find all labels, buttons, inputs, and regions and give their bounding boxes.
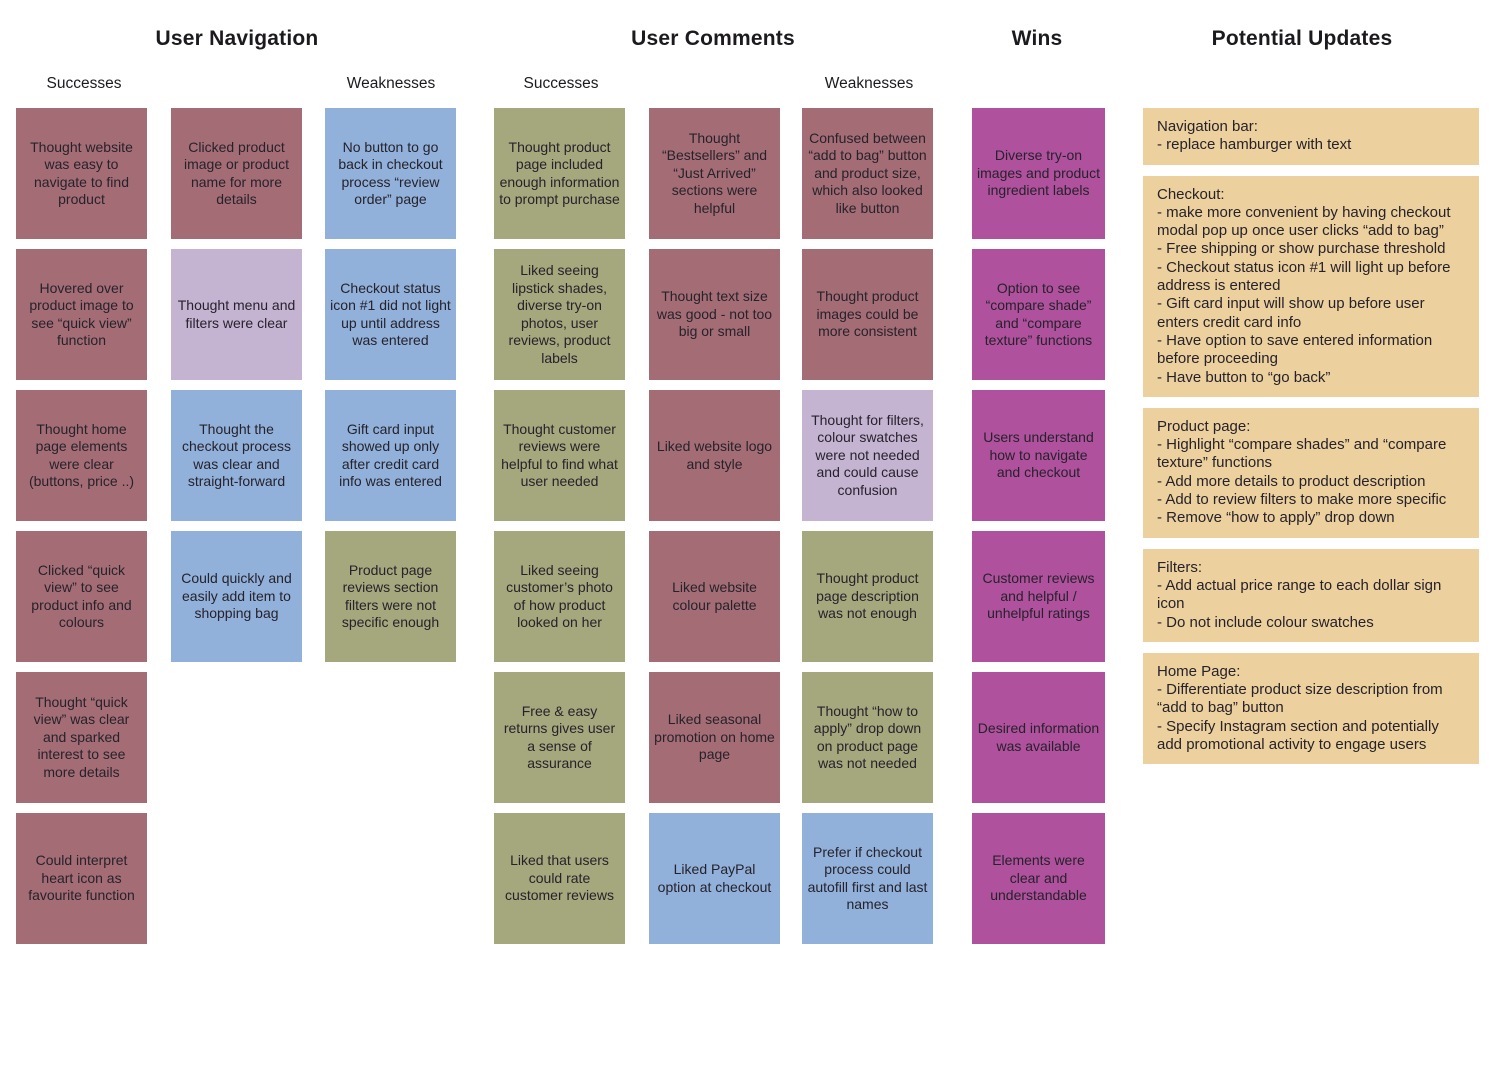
update-card-item: - Add more details to product description [1157, 472, 1426, 490]
sticky-note[interactable]: Gift card input showed up only after credit card info was entered [325, 390, 456, 521]
update-card-item: - Have option to save entered information before proceeding [1157, 331, 1433, 368]
group-title-potential-updates: Potential Updates [1211, 27, 1393, 50]
sticky-note[interactable]: Liked seeing customer’s photo of how product looked on her [494, 531, 625, 662]
sticky-note[interactable]: Thought product page included enough information to prompt purchase [494, 108, 625, 239]
sticky-note[interactable]: Hovered over product image to see “quick view” function [16, 249, 147, 380]
sticky-note[interactable]: Desired information was available [972, 672, 1105, 803]
nav-weaknesses-column [325, 108, 456, 662]
update-card-item: - Checkout status icon #1 will light up before address is entered [1157, 258, 1451, 295]
wins-column [972, 108, 1105, 944]
sticky-note[interactable]: Liked seeing lipstick shades, diverse try-on photos, user reviews, product labels [494, 249, 625, 380]
sticky-note[interactable]: Thought product page description was not enough [802, 531, 933, 662]
sticky-note[interactable]: Diverse try-on images and product ingredient labels [972, 108, 1105, 239]
update-card-item: - Add to review filters to make more specific [1157, 491, 1447, 509]
update-card-item: - Free shipping or show purchase threshold [1157, 240, 1446, 258]
sticky-note[interactable]: Elements were clear and understandable [972, 813, 1105, 944]
sticky-note[interactable]: Thought home page elements were clear (buttons, price ..) [16, 390, 147, 521]
comments-successes-column-b [649, 108, 780, 944]
update-card[interactable] [1143, 549, 1479, 642]
update-card-item: - Differentiate product size description from “add to bag” button [1157, 681, 1443, 717]
update-card-item: - Do not include colour swatches [1157, 613, 1374, 631]
group-title-user-navigation: User Navigation [155, 27, 319, 50]
section-label-comments-weaknesses: Weaknesses [824, 75, 914, 92]
sticky-note[interactable]: Product page reviews section filters were not specific enough [325, 531, 456, 662]
comments-weaknesses-column [802, 108, 933, 944]
group-title-wins: Wins [1011, 27, 1063, 50]
update-card-item: - Add actual price range to each dollar sign icon [1157, 576, 1442, 613]
update-card-item: - Specify Instagram section and potentially add promotional activity to engage users [1157, 717, 1439, 754]
update-card-item: - Gift card input will show up before user enters credit card info [1157, 295, 1425, 331]
update-card[interactable] [1143, 176, 1479, 397]
update-card-heading: Home Page: [1157, 662, 1241, 680]
sticky-note[interactable]: Liked PayPal option at checkout [649, 813, 780, 944]
sticky-note[interactable]: Liked seasonal promotion on home page [649, 672, 780, 803]
update-card-item: - Remove “how to apply” drop down [1157, 509, 1395, 527]
section-label-comments-successes: Successes [523, 75, 599, 92]
update-card-heading: Navigation bar: [1157, 118, 1258, 135]
sticky-note[interactable]: Thought “Bestsellers” and “Just Arrived” sections were helpful [649, 108, 780, 239]
sticky-note[interactable]: Thought product images could be more consistent [802, 249, 933, 380]
update-card-heading: Checkout: [1157, 185, 1225, 203]
sticky-note[interactable]: Could quickly and easily add item to shopping bag [171, 531, 302, 662]
sticky-note[interactable]: Thought website was easy to navigate to find product [16, 108, 147, 239]
sticky-note[interactable]: Could interpret heart icon as favourite function [16, 813, 147, 944]
comments-successes-column-a [494, 108, 625, 944]
sticky-note[interactable]: Thought text size was good - not too big or small [649, 249, 780, 380]
update-card-item: - Have button to “go back” [1157, 368, 1331, 386]
sticky-note[interactable]: No button to go back in checkout process “review order” page [325, 108, 456, 239]
update-card[interactable] [1143, 408, 1479, 538]
sticky-note[interactable]: Thought customer reviews were helpful to find what user needed [494, 390, 625, 521]
sticky-note[interactable]: Thought the checkout process was clear and straight-forward [171, 390, 302, 521]
sticky-note[interactable]: Thought menu and filters were clear [171, 249, 302, 380]
update-card-heading: Filters: [1157, 558, 1202, 576]
sticky-note[interactable]: Liked website colour palette [649, 531, 780, 662]
sticky-note[interactable]: Liked that users could rate customer reviews [494, 813, 625, 944]
update-card-item: - Highlight “compare shades” and “compare texture” functions [1157, 436, 1447, 472]
sticky-note[interactable]: Prefer if checkout process could autofill first and last names [802, 813, 933, 944]
sticky-note[interactable]: Liked website logo and style [649, 390, 780, 521]
update-card[interactable] [1143, 108, 1479, 165]
nav-successes-column-a [16, 108, 147, 944]
sticky-note[interactable]: Customer reviews and helpful / unhelpful ratings [972, 531, 1105, 662]
sticky-note[interactable]: Free & easy returns gives user a sense of assurance [494, 672, 625, 803]
potential-updates-column [1143, 108, 1479, 764]
sticky-note[interactable]: Thought for filters, colour swatches were not needed and could cause confusion [802, 390, 933, 521]
section-label-nav-weaknesses: Weaknesses [346, 75, 436, 92]
sticky-note[interactable]: Users understand how to navigate and checkout [972, 390, 1105, 521]
group-title-user-comments: User Comments [631, 27, 795, 50]
update-card-item: - make more convenient by having checkout modal pop up once user clicks “add to bag” [1157, 203, 1451, 240]
sticky-note[interactable]: Clicked product image or product name for more details [171, 108, 302, 239]
update-card-heading: Product page: [1157, 417, 1251, 435]
sticky-note[interactable]: Confused between “add to bag” button and product size, which also looked like button [802, 108, 933, 239]
sticky-note[interactable]: Checkout status icon #1 did not light up until address was entered [325, 249, 456, 380]
update-card-item: - replace hamburger with text [1157, 136, 1352, 154]
nav-successes-column-b [171, 108, 302, 662]
section-label-nav-successes: Successes [46, 75, 122, 92]
update-card[interactable] [1143, 653, 1479, 764]
sticky-note[interactable]: Option to see “compare shade” and “compare texture” functions [972, 249, 1105, 380]
sticky-note[interactable]: Clicked “quick view” to see product info and colours [16, 531, 147, 662]
sticky-note[interactable]: Thought “quick view” was clear and sparked interest to see more details [16, 672, 147, 803]
sticky-note[interactable]: Thought “how to apply” drop down on product page was not needed [802, 672, 933, 803]
